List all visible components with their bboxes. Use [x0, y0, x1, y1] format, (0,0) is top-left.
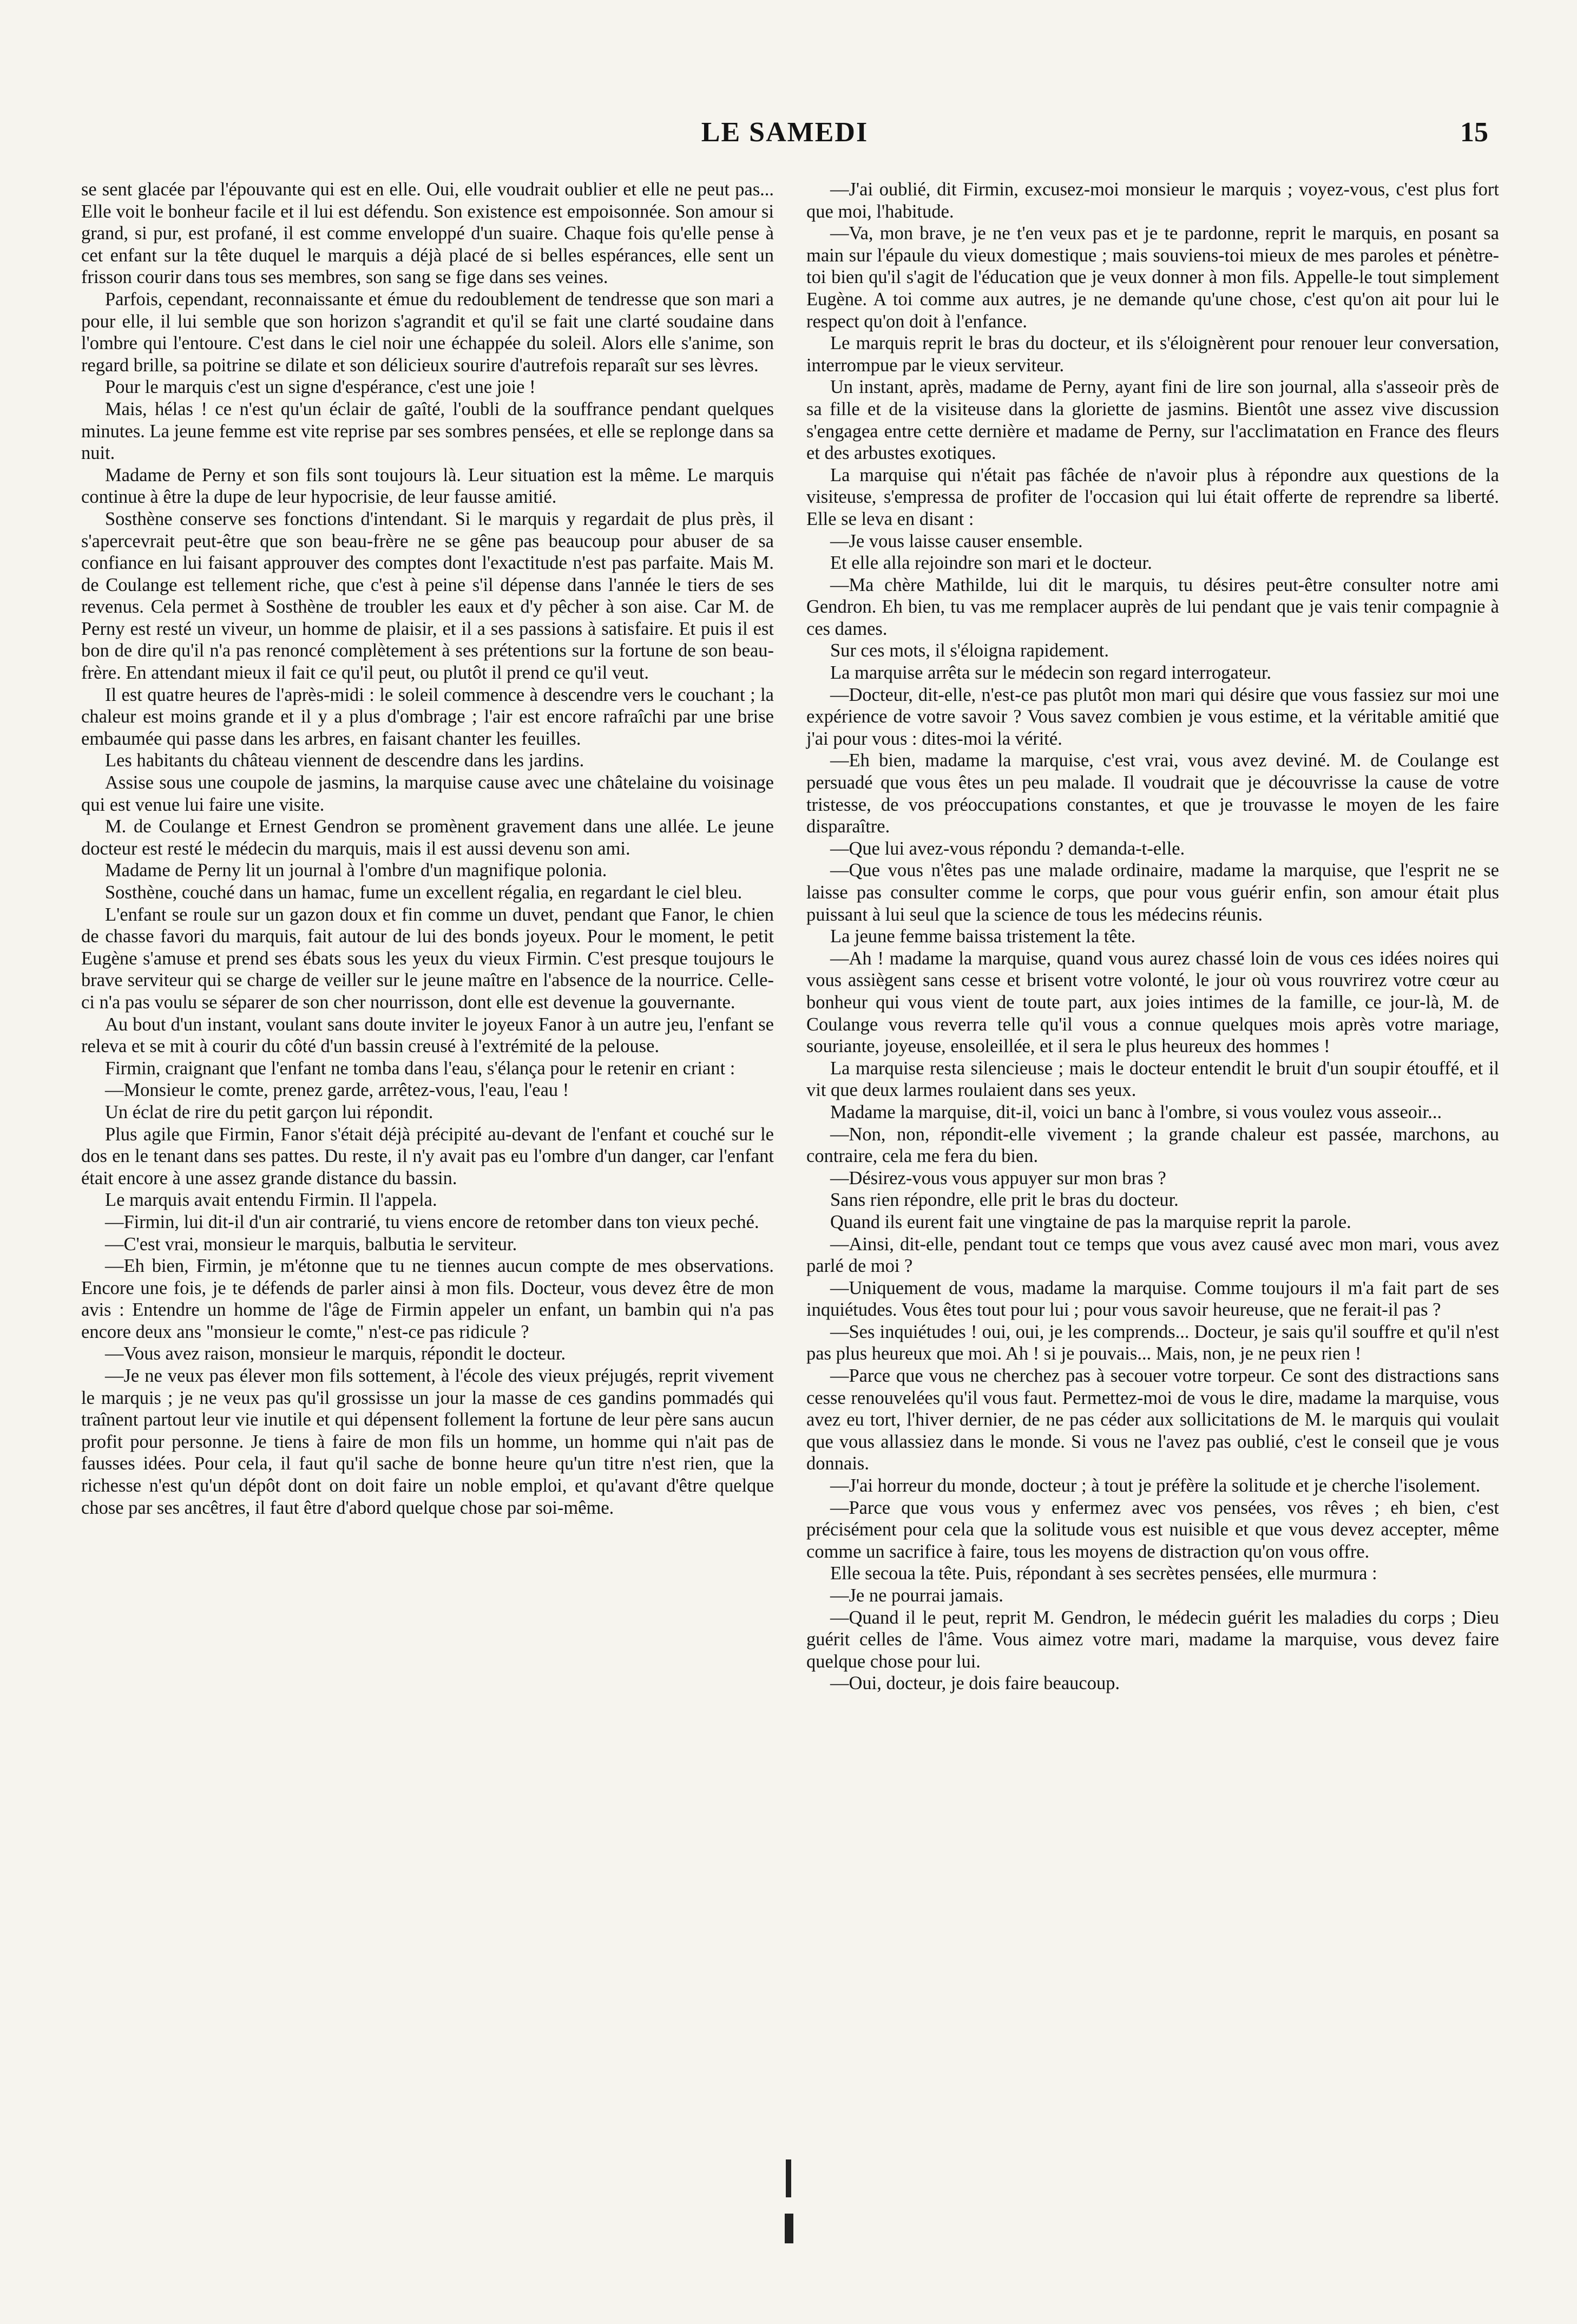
paragraph: Un éclat de rire du petit garçon lui répondit. — [105, 1101, 433, 1122]
paragraph: —Eh bien, Firmin, je m'étonne que tu ne tiennes aucun compte de mes observations. Encore une fois, je te défends de parler ainsi à mon fils. Docteur, vous devez être de mon avis : Entendre un homme de l'âge de Firmin appeler un enfant, un bambin qui n'a pas encore deux ans "monsieur le comte," n'est-ce pas ridicule ? — [81, 1256, 774, 1342]
paragraph: Au bout d'un instant, voulant sans doute inviter le joyeux Fanor à un autre jeu, l'enfant se releva et se mit à courir du côté d'un bassin creusé à l'extrémité de la pelouse. — [81, 1014, 774, 1057]
paragraph: —Ses inquiétudes ! oui, oui, je les comprends... Docteur, je sais qu'il souffre et qu'il n'est pas plus heureux que moi. Ah ! si je pouvais... Mais, non, je ne peux rien ! — [806, 1321, 1499, 1364]
paragraph: Sans rien répondre, elle prit le bras du docteur. — [830, 1190, 1179, 1211]
paragraph: Quand ils eurent fait une vingtaine de pas la marquise reprit la parole. — [830, 1211, 1351, 1232]
paragraph: Firmin, craignant que l'enfant ne tomba dans l'eau, s'élança pour le retenir en criant : — [105, 1058, 735, 1079]
paragraph: —Je ne veux pas élever mon fils sottement, à l'école des vieux préjugés, reprit vivement le marquis ; je ne veux pas qu'il grossisse un jour la masse de ces gandins pommadés qui traînent partout leur vie inutile et qui dépensent follement la fortune de leur père sans aucun profit pour personne. Je tiens à faire de mon fils un homme, un homme qui n'ait pas de fausses idées. Pour cela, il faut qu'il sache de bonne heure qu'un titre n'est rien, que la richesse n'est qu'un dépôt dont on doit faire un noble emploi, et qu'avant d'être quelque chose par ses ancêtres, il faut être d'abord quelque chose par soi-même. — [81, 1365, 774, 1518]
paragraph: —Je vous laisse causer ensemble. — [830, 530, 1083, 552]
paragraph: —Que vous n'êtes pas une malade ordinaire, madame la marquise, que l'esprit ne se laisse pas consulter comme le corps, que pour vous guérir enfin, son amour était plus puissant à lui seul que la science de tous les médecins réunis. — [806, 860, 1499, 925]
paragraph: Les habitants du château viennent de descendre dans les jardins. — [105, 750, 584, 771]
paragraph: La marquise qui n'était pas fâchée de n'avoir plus à répondre aux questions de la visiteuse, s'empressa de profiter de l'occasion qui lui était offerte de reprendre sa liberté. Elle se leva en disant : — [806, 464, 1499, 529]
paragraph: —Monsieur le comte, prenez garde, arrêtez-vous, l'eau, l'eau ! — [105, 1080, 569, 1101]
paragraph: La jeune femme baissa tristement la tête. — [830, 926, 1136, 947]
paragraph: Il est quatre heures de l'après-midi : le soleil commence à descendre vers le couchant ; la chaleur est moins grande et il y a plus d'ombrage ; l'air est encore rafraîchi par une brise embaumée qui passe dans les arbres, en faisant chanter les feuilles. — [81, 684, 774, 749]
paragraph: Plus agile que Firmin, Fanor s'était déjà précipité au-devant de l'enfant et couché sur le dos en le tenant dans ses pattes. Du reste, il n'y avait pas eu l'ombre d'un danger, car l'enfant était encore à une assez grande distance du bassin. — [81, 1124, 774, 1189]
paragraph: —Désirez-vous vous appuyer sur mon bras ? — [830, 1167, 1166, 1189]
paragraph: Et elle alla rejoindre son mari et le docteur. — [830, 553, 1152, 574]
paragraph: —J'ai horreur du monde, docteur ; à tout je préfère la solitude et je cherche l'isolement. — [830, 1475, 1481, 1496]
paragraph: —Parce que vous ne cherchez pas à secouer votre torpeur. Ce sont des distractions sans cesse renouvelées qu'il vous faut. Permettez-moi de vous le dire, madame la marquise, vous avez eu tort, l'hiver dernier, de ne pas céder aux sollicitations de M. le marquis qui voulait que vous allassiez dans le monde. Si vous ne l'avez pas oublié, c'est le conseil que je vous donnais. — [806, 1365, 1499, 1474]
paragraph: M. de Coulange et Ernest Gendron se promènent gravement dans une allée. Le jeune docteur est resté le médecin du marquis, mais il est aussi devenu son ami. — [81, 816, 774, 859]
paragraph: Madame la marquise, dit-il, voici un banc à l'ombre, si vous voulez vous asseoir... — [830, 1101, 1442, 1122]
paragraph: —Eh bien, madame la marquise, c'est vrai, vous avez deviné. M. de Coulange est persuadé que vous êtes un peu malade. Il voudrait que je découvrisse la cause de votre tristesse, de vos préoccupations constantes, et que je trouvasse le moyen de les faire disparaître. — [806, 750, 1499, 837]
paragraph: Le marquis reprit le bras du docteur, et ils s'éloignèrent pour renouer leur conversation, interrompue par le vieux serviteur. — [806, 333, 1499, 376]
paragraph: —C'est vrai, monsieur le marquis, balbutia le serviteur. — [105, 1233, 517, 1255]
page-number: 15 — [1460, 117, 1488, 148]
paragraph: —Ah ! madame la marquise, quand vous aurez chassé loin de vous ces idées noires qui vous assiègent sans cesse et brisent votre volonté, le jour où vous rouvrirez votre cœur au bonheur qui vous vient de toute part, aux joies intimes de la famille, ce jour-là, M. de Coulange vous reverra telle qu'il vous a connue quelques mois après votre mariage, souriante, joyeuse, ensoleillée, et il sera le plus heureux des hommes ! — [806, 948, 1499, 1057]
paragraph: —Je ne pourrai jamais. — [830, 1585, 1003, 1606]
paragraph: L'enfant se roule sur un gazon doux et fin comme un duvet, pendant que Fanor, le chien de chasse favori du marquis, fait autour de lui des bonds joyeux. Pour le moment, le petit Eugène s'amuse et prend ses ébats sous les yeux du vieux Firmin. C'est presque toujours le brave serviteur qui se charge de veiller sur le jeune maître en l'absence de la nourrice. Celle-ci n'a pas voulu se séparer de son cher nourrisson, dont elle est devenue la gouvernante. — [81, 904, 774, 1013]
paragraph: —Quand il le peut, reprit M. Gendron, le médecin guérit les maladies du corps ; Dieu guérit celles de l'âme. Vous aimez votre mari, madame la marquise, vous devez faire quelque chose pour lui. — [806, 1607, 1499, 1672]
paragraph: —J'ai oublié, dit Firmin, excusez-moi monsieur le marquis ; voyez-vous, c'est plus fort que moi, l'habitude. — [806, 179, 1499, 222]
paragraph: Pour le marquis c'est un signe d'espérance, c'est une joie ! — [105, 377, 536, 398]
paragraph: —Non, non, répondit-elle vivement ; la grande chaleur est passée, marchons, au contraire, cela me fera du bien. — [806, 1124, 1499, 1167]
paragraph: —Parce que vous vous y enfermez avec vos pensées, vos rêves ; eh bien, c'est précisément pour cela que la solitude vous est nuisible et que vous devez accepter, même comme un sacrifice à faire, tous les moyens de distraction qu'on vous offre. — [806, 1497, 1499, 1562]
paragraph: Un instant, après, madame de Perny, ayant fini de lire son journal, alla s'asseoir près de sa fille et de la visiteuse dans la gloriette de jasmins. Bientôt une assez vive discussion s'engagea entre cette dernière et madame de Perny, sur l'acclimatation en France des fleurs et des arbustes exotiques. — [806, 377, 1499, 464]
margin-mark — [786, 2159, 791, 2197]
paragraph: —Uniquement de vous, madame la marquise. Comme toujours il m'a fait part de ses inquiétudes. Vous êtes tout pour lui ; pour vous savoir heureuse, que ne ferait-il pas ? — [806, 1277, 1499, 1321]
paragraph: —Va, mon brave, je ne t'en veux pas et je te pardonne, reprit le marquis, en posant sa main sur l'épaule du vieux domestique ; mais souviens-toi mieux de mes paroles et pénètre-toi bien qu'il s'agit de l'éducation que je veux donner à mon fils. Appelle-le tout simplement Eugène. A toi comme aux autres, je ne demande qu'une chose, c'est qu'on ait pour lui le respect qu'on doit à l'enfance. — [806, 223, 1499, 332]
paragraph: —Docteur, dit-elle, n'est-ce pas plutôt mon mari qui désire que vous fassiez sur moi une expérience de votre savoir ? Vous savez combien je vous estime, et la véritable amitié que j'ai pour vous : dites-moi la vérité. — [806, 684, 1499, 749]
paragraph: Elle secoua la tête. Puis, répondant à ses secrètes pensées, elle murmura : — [830, 1563, 1377, 1584]
newspaper-title: LE SAMEDI — [701, 117, 869, 148]
paragraph: Mais, hélas ! ce n'est qu'un éclair de gaîté, l'oubli de la souffrance pendant quelques minutes. La jeune femme est vite reprise par ses sombres pensées, et elle se replonge dans sa nuit. — [81, 398, 774, 464]
paragraph: Madame de Perny et son fils sont toujours là. Leur situation est la même. Le marquis continue à être la dupe de leur hypocrisie, de leur fausse amitié. — [81, 464, 774, 508]
paragraph: Parfois, cependant, reconnaissante et émue du redoublement de tendresse que son mari a pour elle, il lui semble que son horizon s'agrandit et qu'il se fait une clarté soudaine dans l'ombre qui l'entoure. C'est dans le ciel noir une échappée du soleil. Alors elle s'anime, son regard brille, sa poitrine se dilate et son délicieux sourire d'autrefois reparaît sur ses lèvres. — [81, 288, 774, 376]
paragraph: Madame de Perny lit un journal à l'ombre d'un magnifique polonia. — [105, 860, 607, 881]
paragraph: Sosthène conserve ses fonctions d'intendant. Si le marquis y regardait de plus près, il s'apercevrait peut-être que son beau-frère ne se gêne pas beaucoup pour abuser de sa confiance en lui faisant approuver des comptes dont l'exactitude n'est pas parfaite. Mais M. de Coulange est tellement riche, que c'est à peine s'il dépense dans l'année le tiers de ses revenus. Cela permet à Sosthène de troubler les eaux et d'y pêcher à son aise. Car M. de Perny est resté un viveur, un homme de plaisir, et il a ses passions à satisfaire. Et puis il est bon de dire qu'il n'a pas renoncé complètement à ses prétentions sur la fortune de son beau-frère. En attendant mieux il fait ce qu'il peut, ou plutôt il prend ce qu'il veut. — [81, 508, 774, 684]
paragraph: —Vous avez raison, monsieur le marquis, répondit le docteur. — [105, 1343, 566, 1364]
left-column — [81, 179, 774, 1519]
right-column — [806, 179, 1499, 1695]
margin-mark — [785, 2214, 793, 2243]
paragraph: —Firmin, lui dit-il d'un air contrarié, tu viens encore de retomber dans ton vieux peché. — [105, 1211, 759, 1232]
paragraph: —Ainsi, dit-elle, pendant tout ce temps que vous avez causé avec mon mari, vous avez parlé de moi ? — [806, 1233, 1499, 1277]
paragraph: Sosthène, couché dans un hamac, fume un excellent régalia, en regardant le ciel bleu. — [105, 882, 742, 903]
page-header — [81, 116, 1488, 154]
paragraph: La marquise arrêta sur le médecin son regard interrogateur. — [830, 662, 1272, 684]
paragraph: Sur ces mots, il s'éloigna rapidement. — [830, 640, 1109, 661]
paragraph: —Ma chère Mathilde, lui dit le marquis, tu désires peut-être consulter notre ami Gendron. Eh bien, tu vas me remplacer auprès de lui pendant que je vais tenir compagnie à ces dames. — [806, 574, 1499, 639]
paragraph: Le marquis avait entendu Firmin. Il l'appela. — [105, 1190, 437, 1211]
paragraph: —Que lui avez-vous répondu ? demanda-t-elle. — [830, 838, 1185, 859]
paragraph: —Oui, docteur, je dois faire beaucoup. — [830, 1673, 1120, 1694]
paragraph: se sent glacée par l'épouvante qui est en elle. Oui, elle voudrait oublier et elle ne peut pas... Elle voit le bonheur facile et il lui est défendu. Son existence est empoisonnée. Son amour si grand, si pur, est profané, il est comme enveloppé d'un suaire. Chaque fois qu'elle pense à cet enfant sur la tête duquel le marquis a déjà placé de si belles espérances, elle sent un frisson courir dans tous ses membres, son sang se fige dans ses veines. — [81, 179, 774, 288]
paragraph: La marquise resta silencieuse ; mais le docteur entendit le bruit d'un soupir étouffé, et il vit que deux larmes roulaient dans ses yeux. — [806, 1058, 1499, 1101]
paragraph: Assise sous une coupole de jasmins, la marquise cause avec une châtelaine du voisinage qui est venue lui faire une visite. — [81, 772, 774, 815]
